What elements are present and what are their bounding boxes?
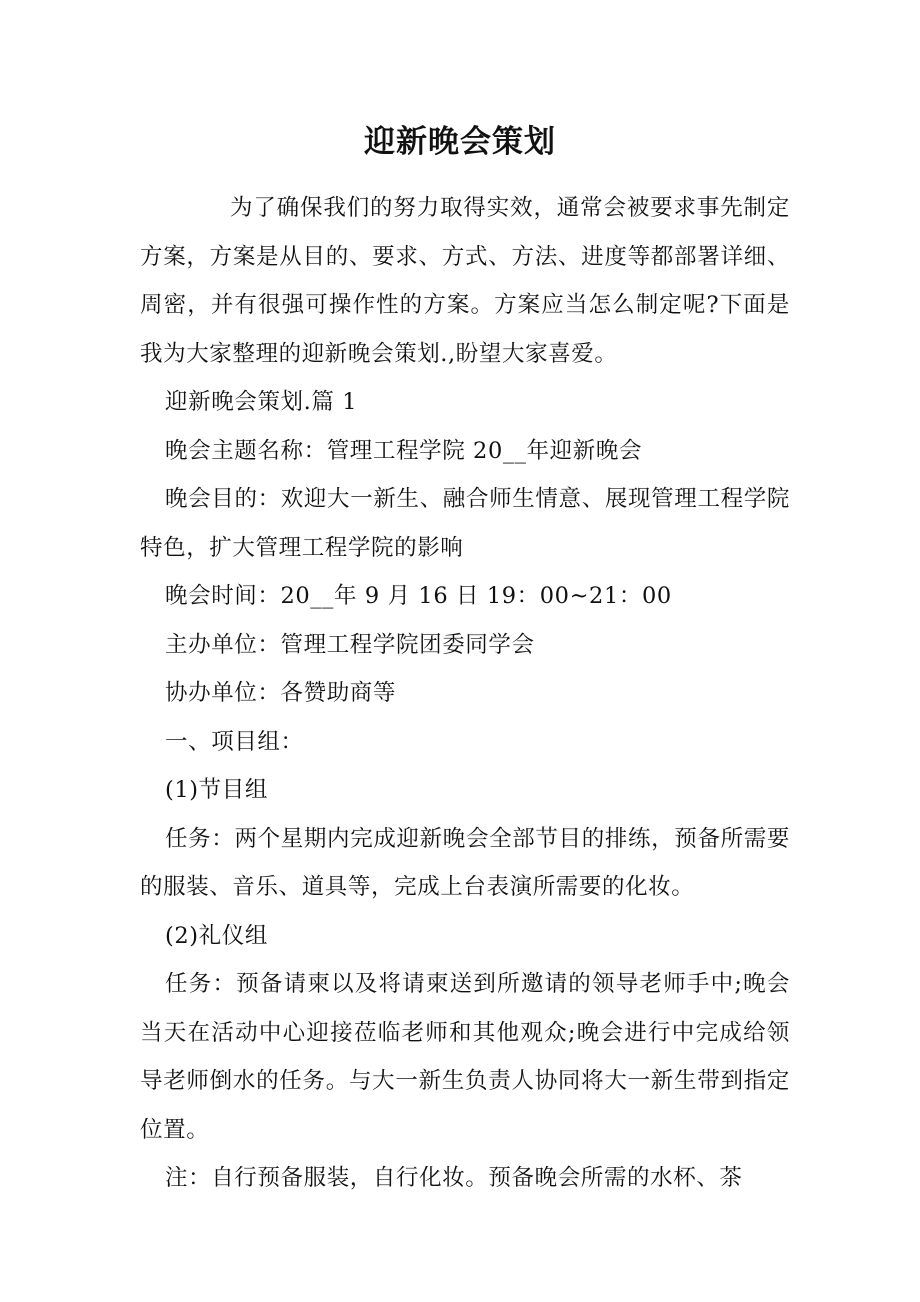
section-heading-part1: 迎新晚会策划.篇 1 — [165, 389, 358, 415]
intro-paragraph: 为了确保我们的努力取得实效，通常会被要求事先制定方案，方案是从目的、要求、方式、方法、进度等都部署详细、周密，并有很强可操作性的方案。方案应当怎么制定呢?下面是我为大家整理的迎新晚会策划.,盼望大家喜爱。 — [140, 195, 790, 367]
project-groups-heading: 一、项目组： — [165, 728, 304, 755]
document-title: 迎新晚会策划 — [364, 124, 556, 160]
etiquette-group-heading: (2)礼仪组 — [165, 922, 268, 949]
organizer-paragraph: 主办单位：管理工程学院团委同学会 — [165, 631, 535, 658]
party-time-paragraph: 晚会时间：20__年 9 月 16 日 19：00~21：00 — [165, 583, 672, 609]
etiquette-group-task-paragraph: 任务：预备请柬以及将请柬送到所邀请的领导老师手中;晚会当天在活动中心迎接莅临老师和其他观众;晚会进行中完成给领导老师倒水的任务。与大一新生负责人协同将大一新生带到指定位置。 — [140, 971, 790, 1143]
program-group-heading: (1)节目组 — [165, 777, 268, 803]
party-theme-paragraph: 晚会主题名称：管理工程学院 20__年迎新晚会 — [165, 437, 643, 464]
document-body — [140, 184, 790, 1203]
program-group-task-paragraph: 任务：两个星期内完成迎新晚会全部节目的排练，预备所需要的服装、音乐、道具等，完成上台表演所需要的化妆。 — [140, 825, 790, 900]
co-organizer-paragraph: 协办单位：各赞助商等 — [165, 680, 397, 706]
note-paragraph: 注：自行预备服装，自行化妆。预备晚会所需的水杯、茶 — [165, 1165, 743, 1191]
party-purpose-paragraph: 晚会目的：欢迎大一新生、融合师生情意、展现管理工程学院特色，扩大管理工程学院的影响 — [140, 486, 790, 561]
